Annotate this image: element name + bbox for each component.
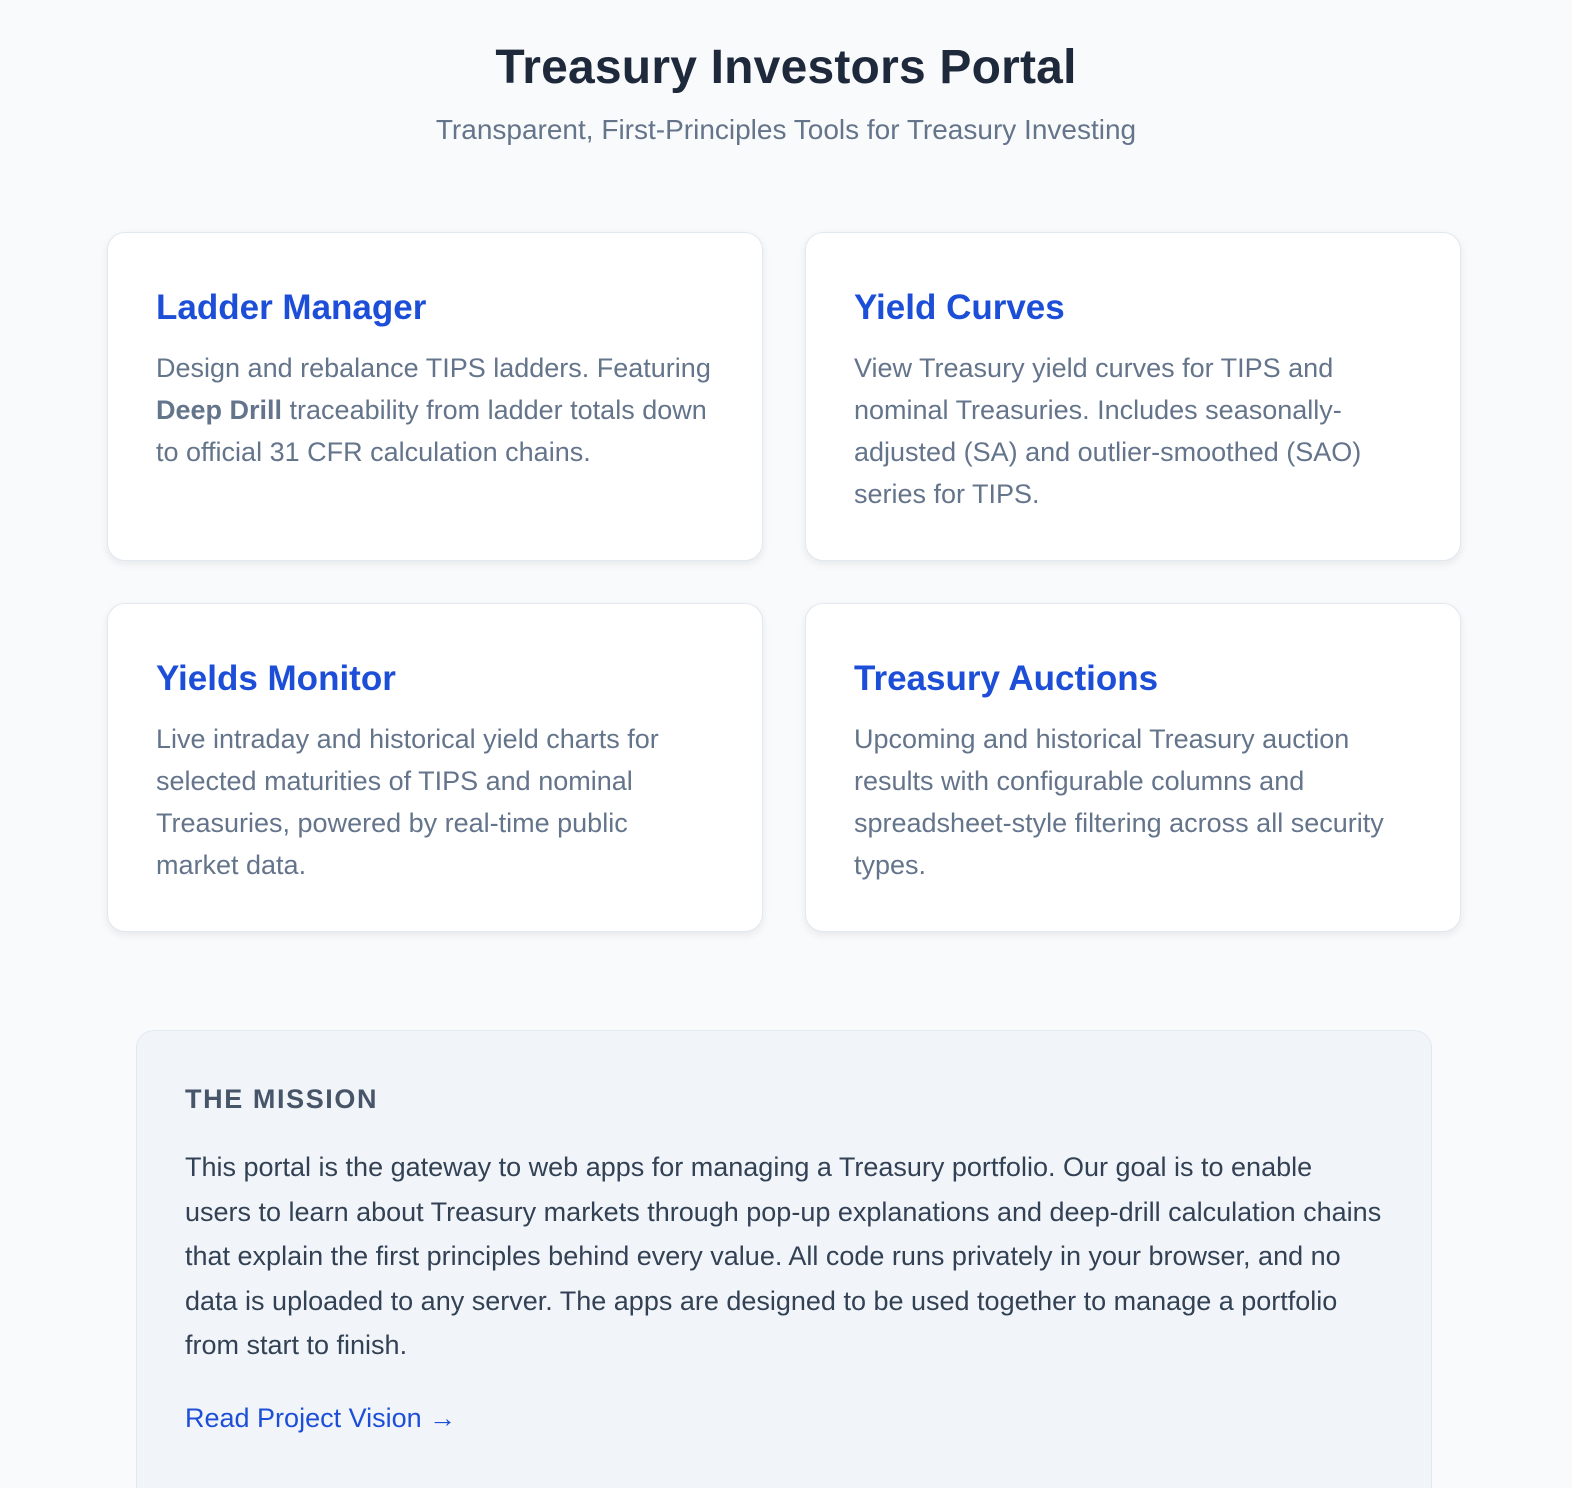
mission-body: This portal is the gateway to web apps for managing a Treasury portfolio. Our goal is to enable users to learn about Treasury markets through pop-up explanations and deep-drill calculation chains that explain the first principles behind every value. All code runs privately in your browser, and no data is uploaded to any server. The apps are designed to be used together to manage a portfolio from start to finish. <box>185 1152 1382 1360</box>
card-treasury-auctions[interactable] <box>805 603 1461 932</box>
page-title: Treasury Investors Portal <box>495 41 1077 94</box>
mission-heading: THE MISSION <box>185 1084 379 1114</box>
card-description: View Treasury yield curves for TIPS and nominal Treasuries. Includes seasonally-adjusted (SA) and outlier-smoothed (SAO) series for TIPS. <box>854 353 1362 509</box>
page-header <box>0 0 1572 148</box>
card-title[interactable]: Ladder Manager <box>156 288 427 327</box>
card-ladder-manager[interactable] <box>107 232 763 561</box>
card-yield-curves[interactable] <box>805 232 1461 561</box>
card-title[interactable]: Yield Curves <box>854 288 1065 327</box>
app-cards-grid <box>107 232 1462 932</box>
card-title[interactable]: Treasury Auctions <box>854 659 1159 698</box>
card-title[interactable]: Yields Monitor <box>156 659 396 698</box>
mission-section <box>136 1030 1432 1488</box>
card-description <box>156 347 714 473</box>
page-subtitle: Transparent, First-Principles Tools for Treasury Investing <box>435 114 1137 145</box>
card-description-text: Design and rebalance TIPS ladders. Featuring <box>156 353 711 383</box>
card-description: Live intraday and historical yield charts for selected maturities of TIPS and nominal Treasuries, powered by real-time public market data. <box>156 724 659 880</box>
read-project-vision-link[interactable]: Read Project Vision → <box>185 1402 457 1433</box>
card-description-text: traceability from ladder totals down to official 31 CFR calculation chains. <box>156 395 707 467</box>
card-description: Upcoming and historical Treasury auction results with configurable columns and spreadsheet-style filtering across all security types. <box>854 724 1384 880</box>
card-yields-monitor[interactable] <box>107 603 763 932</box>
card-description-bold: Deep Drill <box>156 395 283 425</box>
